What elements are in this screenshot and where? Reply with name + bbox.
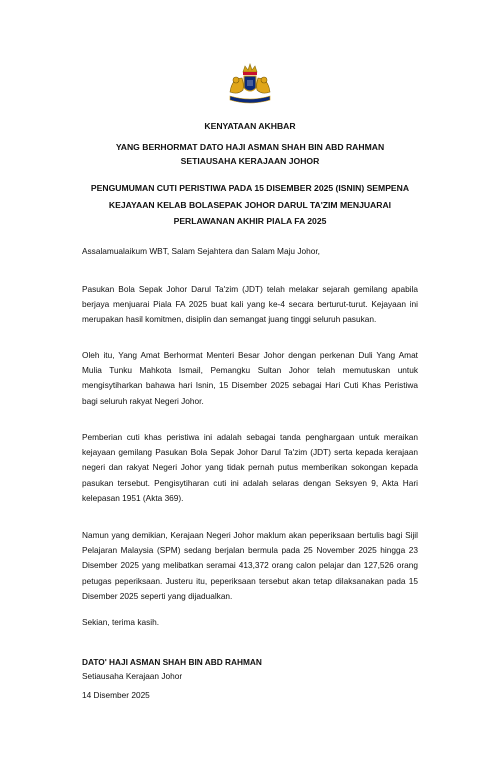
announcement-title	[82, 180, 418, 230]
paragraph-3: Pemberian cuti khas peristiwa ini adalah sebagai tanda penghargaan untuk meraikan kejayaan gemilang Pasukan Bola Sepak Johor Darul Ta'zim (JDT) serta kepada kerajaan negeri dan rakyat Negeri Johor yang tidak pernah putus memberikan sokongan kepada pasukan tersebut. Pengisytiharan cuti ini adalah selaras dengan Seksyen 9, Akta Hari kelepasan 1951 (Akta 369).	[82, 432, 418, 503]
closing-line: Sekian, terima kasih.	[82, 617, 160, 627]
signatory-name: DATO' HAJI ASMAN SHAH BIN ABD RAHMAN	[82, 657, 262, 667]
document-type-heading: KENYATAAN AKHBAR	[204, 121, 296, 131]
greeting: Assalamualaikum WBT, Salam Sejahtera dan Salam Maju Johor,	[82, 246, 320, 256]
johor-state-crest-icon	[224, 62, 276, 106]
title-line-1: PENGUMUMAN CUTI PERISTIWA PADA 15 DISEMBER 2025 (ISNIN) SEMPENA	[90, 183, 410, 193]
title-line-3: PERLAWANAN AKHIR PIALA FA 2025	[173, 216, 327, 226]
release-date: 14 Disember 2025	[82, 690, 150, 700]
issuer-name: YANG BERHORMAT DATO HAJI ASMAN SHAH BIN ABD RAHMAN	[115, 142, 385, 152]
paragraph-1: Pasukan Bola Sepak Johor Darul Ta'zim (JDT) telah melakar sejarah gemilang apabila berjaya menjuarai Piala FA 2025 buat kali yang ke-4 secara berturut-turut. Kejayaan ini merupakan hasil komitmen, disiplin dan semangat juang tinggi seluruh pasukan.	[82, 284, 418, 325]
issuer-block	[0, 141, 500, 168]
signatory-role: Setiausaha Kerajaan Johor	[82, 671, 183, 681]
title-line-2: KEJAYAAN KELAB BOLASEPAK JOHOR DARUL TA'ZIM MENJUARAI	[108, 199, 392, 210]
issuer-title: SETIAUSAHA KERAJAAN JOHOR	[180, 155, 320, 166]
paragraph-4: Namun yang demikian, Kerajaan Negeri Johor maklum akan peperiksaan bertulis bagi Sijil Pelajaran Malaysia (SPM) sedang berjalan bermula pada 25 November 2025 hingga 23 Disember 2025 yang melibatkan seramai 413,372 orang calon pelajar dan 127,526 orang petugas peperiksaan. Justeru itu, peperiksaan tersebut akan tetap dilaksanakan pada 15 Disember 2025 seperti yang dijadualkan.	[82, 530, 418, 601]
paragraph-2: Oleh itu, Yang Amat Berhormat Menteri Besar Johor dengan perkenan Duli Yang Amat Mulia Tunku Mahkota Ismail, Pemangku Sultan Johor telah memutuskan untuk mengisytiharkan bahawa hari Isnin, 15 Disember 2025 sebagai Hari Cuti Khas Peristiwa bagi seluruh rakyat Negeri Johor.	[82, 350, 418, 406]
